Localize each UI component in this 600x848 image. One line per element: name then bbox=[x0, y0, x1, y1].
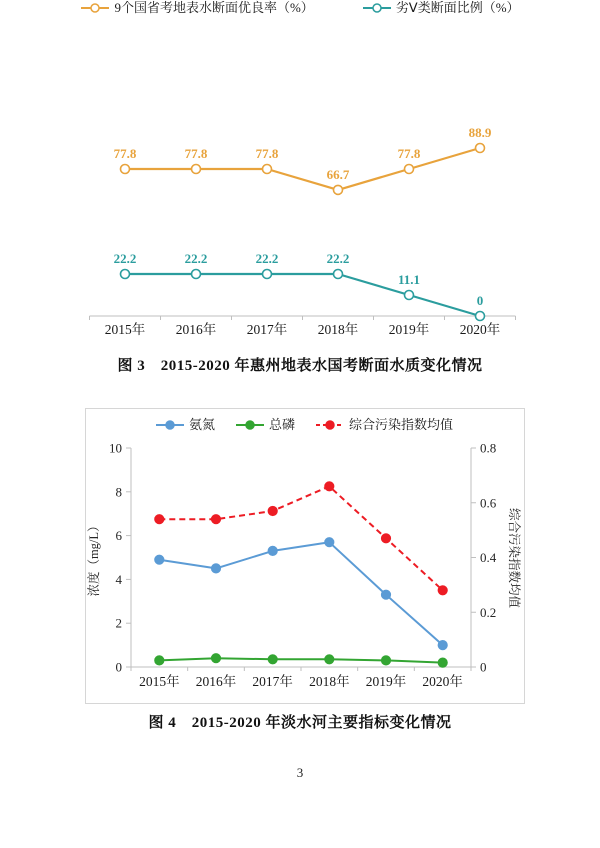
data-point bbox=[334, 270, 343, 279]
data-point bbox=[325, 538, 334, 547]
x-tick-label: 2015年 bbox=[104, 322, 146, 337]
data-label: 77.8 bbox=[184, 146, 208, 161]
data-point bbox=[405, 291, 414, 300]
data-point bbox=[155, 515, 164, 524]
figure3-legend bbox=[0, 0, 600, 16]
data-point bbox=[325, 482, 334, 491]
data-label: 22.2 bbox=[326, 251, 350, 266]
data-label: 66.7 bbox=[326, 166, 350, 182]
data-point bbox=[325, 655, 334, 664]
data-point bbox=[438, 586, 447, 595]
left-axis-title: 浓度（mg/L） bbox=[87, 519, 101, 597]
data-point bbox=[268, 547, 277, 556]
data-point bbox=[121, 270, 130, 279]
data-point bbox=[382, 656, 391, 665]
right-tick-label: 0.2 bbox=[480, 604, 497, 620]
page-number: 3 bbox=[296, 765, 304, 780]
data-label: 22.2 bbox=[184, 251, 208, 266]
figure4-caption: 图 4 2015-2020 年淡水河主要指标变化情况 bbox=[148, 715, 452, 731]
x-tick-label: 2017年 bbox=[246, 322, 288, 337]
data-point bbox=[263, 165, 272, 174]
data-point bbox=[438, 658, 447, 667]
right-tick-label: 0.4 bbox=[480, 550, 497, 565]
x-tick-label: 2019年 bbox=[388, 322, 430, 337]
legend-label: 总磷 bbox=[268, 417, 295, 432]
left-tick-label: 2 bbox=[115, 615, 122, 631]
data-point bbox=[268, 655, 277, 664]
data-point bbox=[212, 515, 221, 524]
x-axis bbox=[131, 667, 471, 671]
legend-item bbox=[235, 417, 295, 433]
x-tick-label: 2016年 bbox=[195, 674, 237, 689]
right-tick-label: 0.8 bbox=[480, 440, 497, 456]
data-point bbox=[382, 534, 391, 543]
data-point bbox=[438, 641, 447, 650]
figure4-legend bbox=[85, 417, 523, 433]
right-tick-label: 0 bbox=[480, 659, 487, 675]
data-point bbox=[382, 590, 391, 599]
x-tick-label: 2017年 bbox=[252, 674, 293, 689]
legend-label: 9个国省考地表水断面优良率（%） bbox=[114, 0, 314, 15]
data-point bbox=[212, 564, 221, 573]
x-tick-label: 2020年 bbox=[459, 322, 501, 337]
legend-label: 综合污染指数均值 bbox=[349, 417, 454, 432]
x-tick-label: 2019年 bbox=[365, 674, 407, 689]
x-axis-labels bbox=[139, 673, 463, 689]
figure3-caption: 图 3 2015-2020 年惠州地表水国考断面水质变化情况 bbox=[117, 358, 483, 374]
left-tick-label: 10 bbox=[109, 440, 122, 456]
figure3-chart bbox=[0, 85, 600, 347]
left-tick-label: 4 bbox=[115, 571, 122, 587]
data-point bbox=[192, 165, 201, 174]
data-point bbox=[155, 656, 164, 665]
data-point bbox=[192, 270, 201, 279]
data-label: 22.2 bbox=[255, 251, 279, 266]
x-tick-label: 2016年 bbox=[175, 322, 217, 337]
series-2 bbox=[155, 482, 447, 595]
legend-item bbox=[155, 417, 215, 433]
data-point bbox=[405, 165, 414, 174]
data-label: 11.1 bbox=[397, 272, 421, 287]
data-label: 88.9 bbox=[468, 125, 492, 140]
legend-label: 劣Ⅴ类断面比例（%） bbox=[395, 0, 520, 15]
series-0 bbox=[155, 538, 447, 650]
left-tick-label: 0 bbox=[115, 659, 122, 675]
x-axis bbox=[90, 316, 516, 320]
series-0 bbox=[114, 125, 492, 194]
left-tick-label: 8 bbox=[115, 484, 122, 500]
data-label: 77.8 bbox=[255, 146, 279, 161]
legend-marker-icon bbox=[80, 2, 110, 14]
series-1 bbox=[114, 251, 485, 321]
left-tick-label: 6 bbox=[115, 528, 122, 544]
series-1 bbox=[155, 654, 447, 667]
x-tick-label: 2018年 bbox=[309, 674, 350, 689]
data-point bbox=[268, 507, 277, 516]
right-axis-title: 综合污染指数均值 bbox=[507, 507, 521, 609]
data-label: 22.2 bbox=[113, 251, 137, 266]
data-label: 77.8 bbox=[113, 146, 137, 161]
legend-item bbox=[362, 0, 520, 16]
legend-marker-icon bbox=[362, 2, 392, 14]
legend-item bbox=[315, 417, 453, 433]
x-tick-label: 2020年 bbox=[422, 674, 463, 689]
legend-marker-icon bbox=[155, 419, 185, 431]
data-point bbox=[334, 185, 343, 194]
data-point bbox=[263, 270, 272, 279]
figure4-chart bbox=[85, 408, 525, 704]
data-label: 0 bbox=[476, 293, 484, 308]
data-point bbox=[121, 165, 130, 174]
data-point bbox=[155, 555, 164, 564]
data-point bbox=[476, 312, 485, 321]
legend-marker-icon bbox=[235, 419, 265, 431]
legend-marker-icon bbox=[315, 419, 345, 431]
x-tick-label: 2018年 bbox=[317, 322, 359, 337]
data-point bbox=[212, 654, 221, 663]
right-tick-label: 0.6 bbox=[480, 495, 497, 511]
left-y-axis bbox=[86, 441, 131, 675]
data-point bbox=[476, 144, 485, 153]
data-label: 77.8 bbox=[397, 146, 421, 161]
x-tick-label: 2015年 bbox=[139, 674, 180, 689]
legend-item bbox=[80, 0, 313, 16]
legend-label: 氨氮 bbox=[188, 417, 215, 432]
x-axis-labels bbox=[105, 321, 501, 337]
right-y-axis bbox=[471, 441, 522, 675]
